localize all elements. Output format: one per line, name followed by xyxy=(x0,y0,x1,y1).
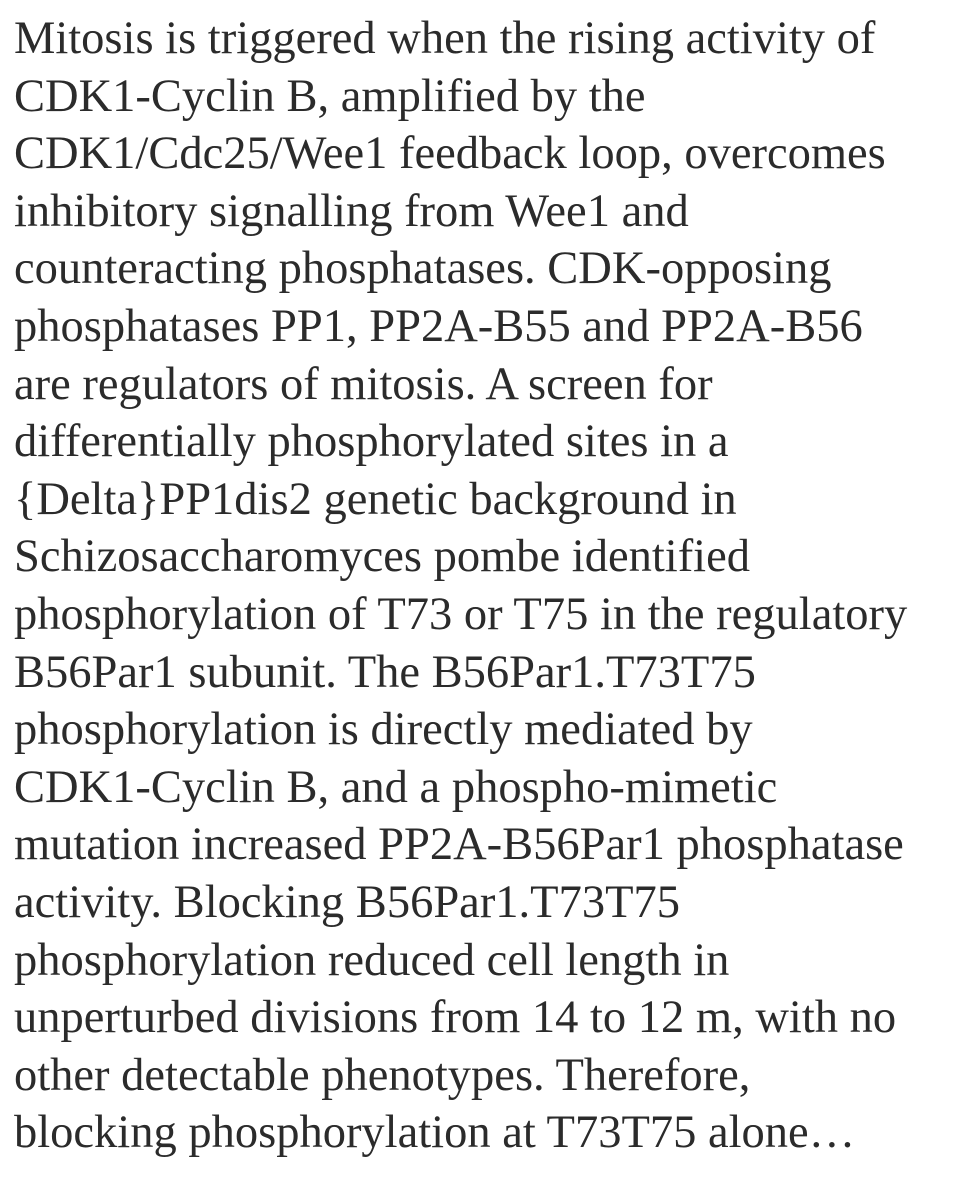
text-line: CDK1/Cdc25/Wee1 feedback loop, overcomes xyxy=(14,128,886,180)
text-line: other detectable phenotypes. Therefore, xyxy=(14,1049,751,1101)
text-line: activity. Blocking B56Par1.T73T75 xyxy=(14,876,680,928)
text-line: unperturbed divisions from 14 to 12 m, with no xyxy=(14,992,897,1044)
text-line: blocking phosphorylation at T73T75 alone… xyxy=(14,1107,856,1159)
text-line: mutation increased PP2A-B56Par1 phosphatase xyxy=(14,819,904,871)
text-line: counteracting phosphatases. CDK-opposing xyxy=(14,243,832,295)
text-line: CDK1-Cyclin B, and a phospho-mimetic xyxy=(14,761,778,813)
text-line: differentially phosphorylated sites in a xyxy=(14,416,729,468)
text-line: phosphorylation of T73 or T75 in the regulatory xyxy=(14,588,908,640)
text-line: phosphorylation reduced cell length in xyxy=(14,934,730,986)
text-line: phosphatases PP1, PP2A-B55 and PP2A-B56 xyxy=(14,300,863,352)
text-line: phosphorylation is directly mediated by xyxy=(14,704,753,756)
text-line: Mitosis is triggered when the rising activity of xyxy=(14,13,876,64)
text-line: Schizosaccharomyces pombe identified xyxy=(14,531,750,583)
text-line: inhibitory signalling from Wee1 and xyxy=(14,185,689,237)
text-line: B56Par1 subunit. The B56Par1.T73T75 xyxy=(14,646,756,698)
text-line: CDK1-Cyclin B, amplified by the xyxy=(14,70,646,122)
abstract-text-block xyxy=(14,10,954,1190)
text-line: are regulators of mitosis. A screen for xyxy=(14,358,713,410)
text-line: {Delta}PP1dis2 genetic background in xyxy=(14,473,737,525)
